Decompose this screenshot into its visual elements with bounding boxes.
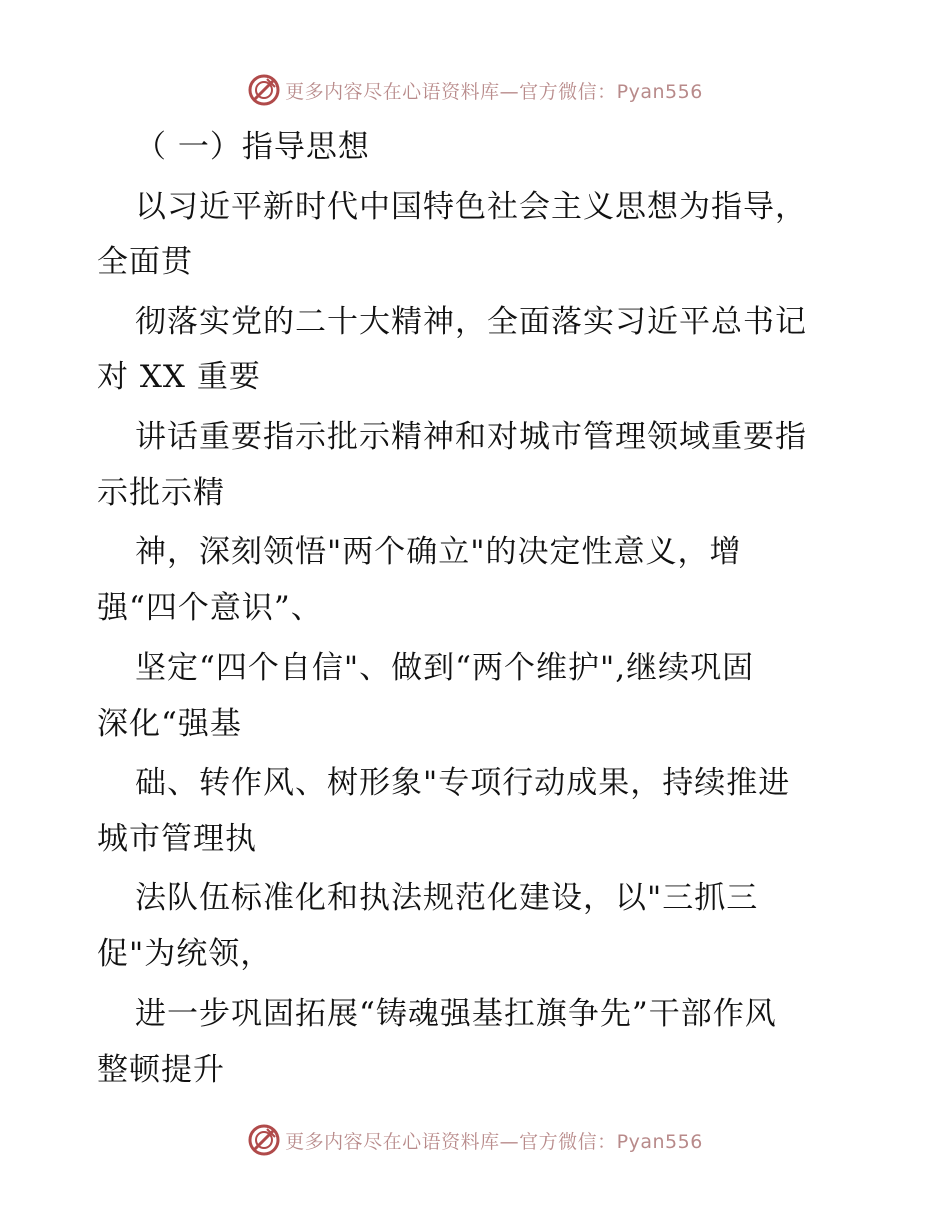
paragraph-line: 强“四个意识”、 [97,590,323,626]
paragraph-line: 整顿提升 [97,1052,225,1088]
paragraph-line: 促"为统领， [97,936,273,972]
watermark-text: 更多内容尽在心语资料库—官方微信：Pyan556 [285,80,703,103]
section-heading: （ 一）指导思想 [135,129,370,165]
watermark-footer [0,1120,950,1160]
paragraph-line: 神，深刻领悟"两个确立"的决定性意义，增 [135,534,742,570]
seal-logo-icon [247,1123,281,1157]
paragraph-line: 础、转作风、树形象"专项行动成果，持续推进 [135,765,791,801]
paragraph-line: 讲话重要指示批示精神和对城市管理领域重要指 [135,419,807,455]
paragraph-line: 坚定“四个自信"、做到“两个维护",继续巩固 [135,650,755,686]
paragraph-line: 深化“强基 [97,706,242,742]
paragraph-line: 以习近平新时代中国特色社会主义思想为指导， [135,189,807,225]
paragraph-line: 法队伍标准化和执法规范化建设，以"三抓三 [135,880,759,916]
paragraph-line: 全面贯 [97,244,193,280]
watermark-text: 更多内容尽在心语资料库—官方微信：Pyan556 [285,1130,703,1153]
paragraph-line: 城市管理执 [97,821,257,857]
paragraph-line: 对 XX 重要 [97,359,261,395]
paragraph-line: 进一步巩固拓展“铸魂强基扛旗争先”干部作风 [135,996,777,1032]
paragraph-line: 示批示精 [97,475,225,511]
paragraph-line: 彻落实党的二十大精神，全面落实习近平总书记 [135,304,807,340]
